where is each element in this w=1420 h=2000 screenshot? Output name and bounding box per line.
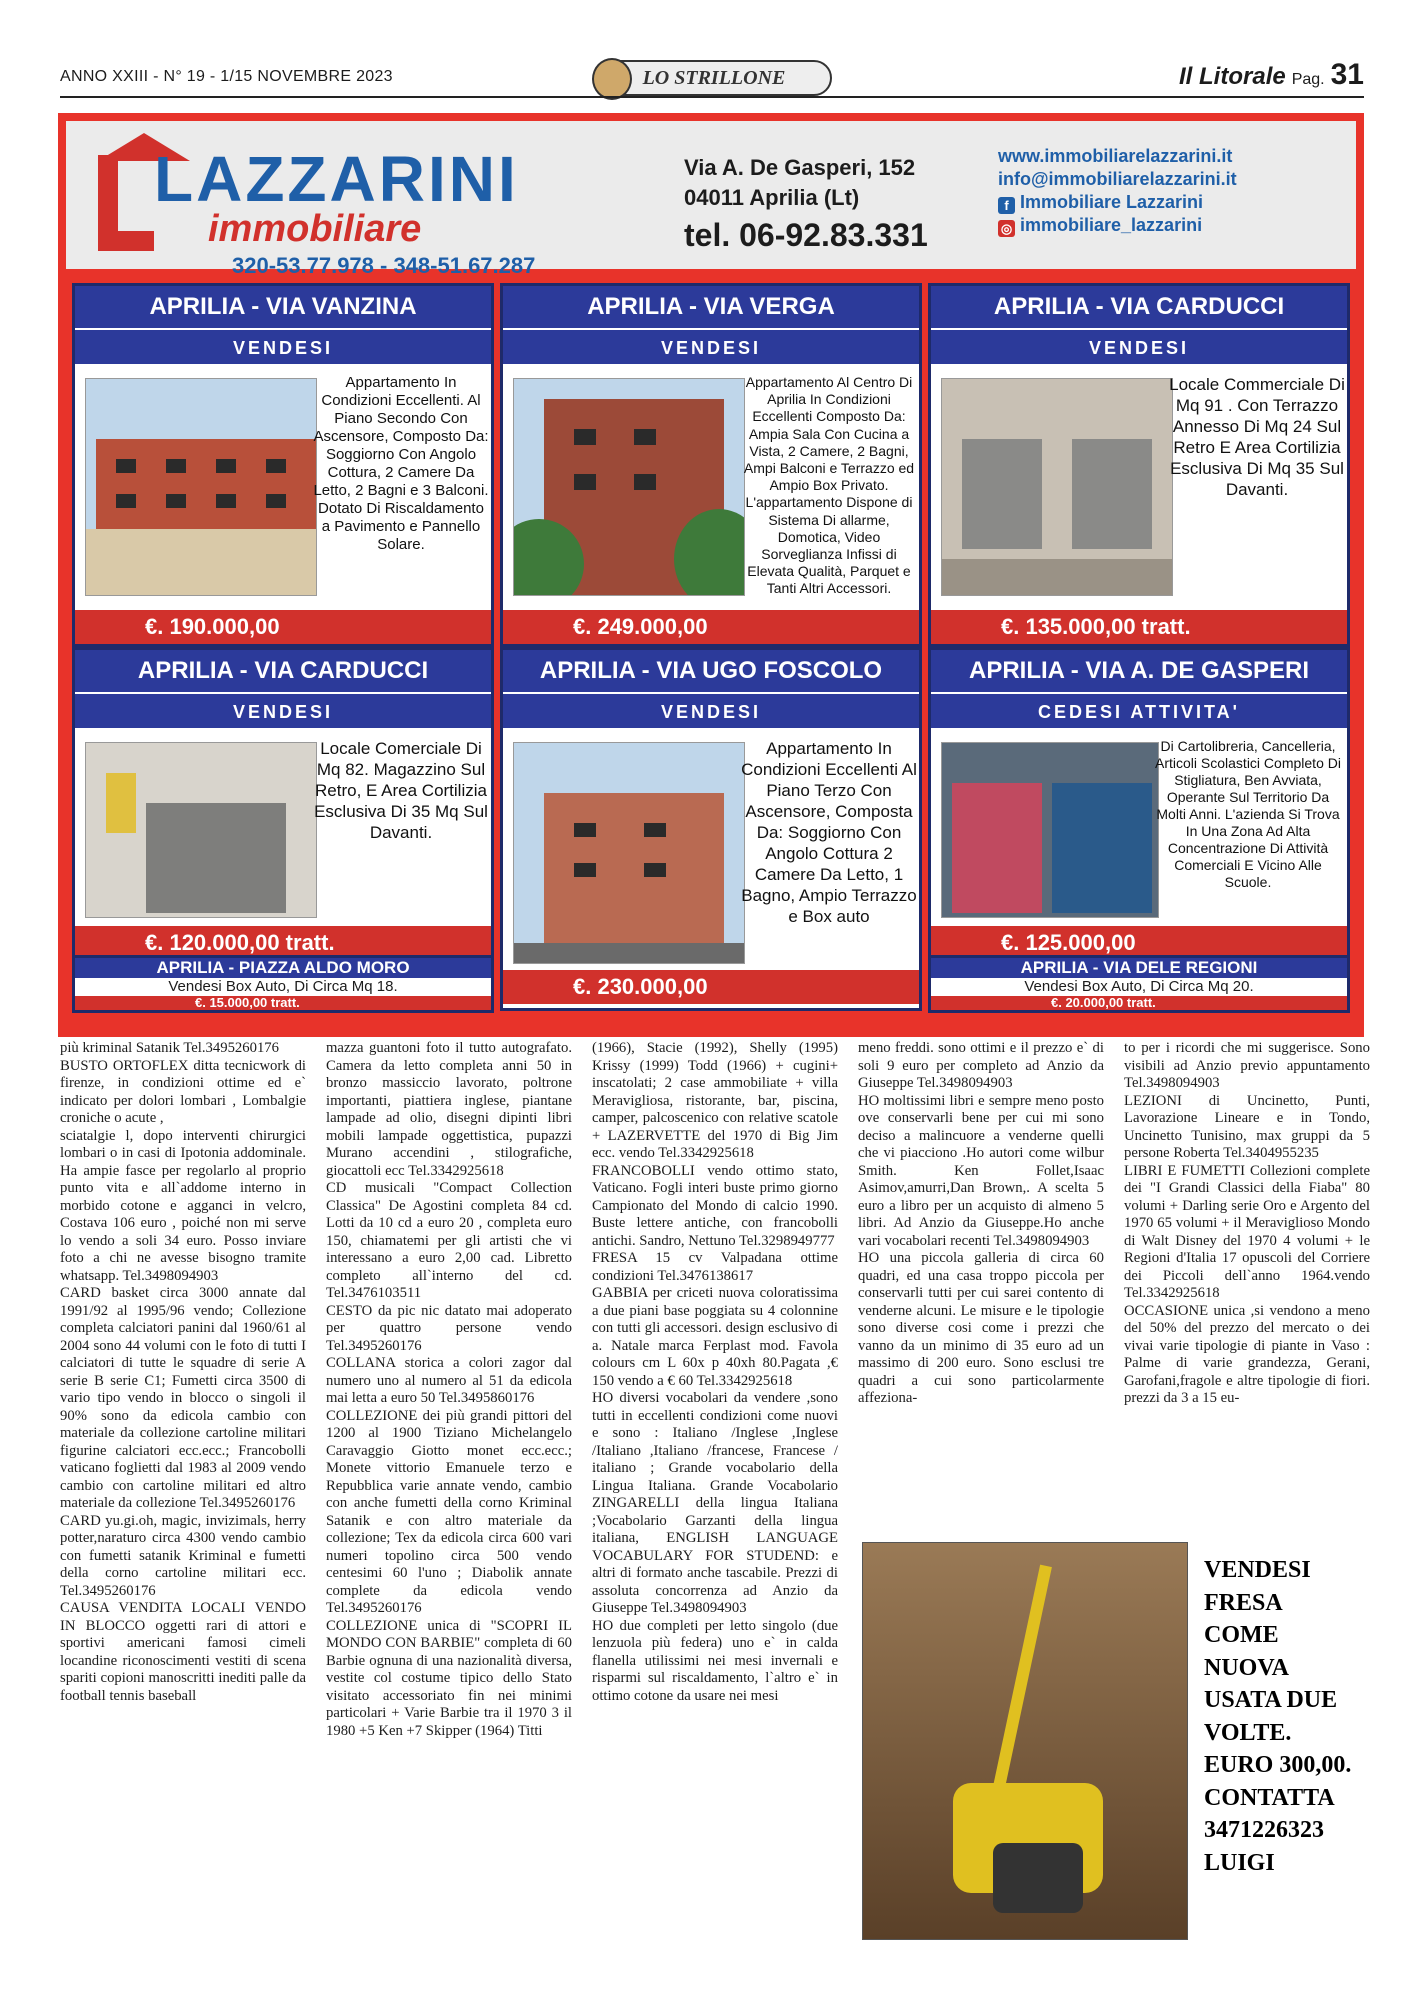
brand-phones: 320-53.77.978 - 348-51.67.287 <box>232 253 536 278</box>
listing-card <box>72 647 494 963</box>
box-ad <box>928 955 1350 1013</box>
classified-item: OCCASIONE unica ,si vendono a meno del 50% del prezzo del mercato o dei vivai varie tipologie di piante in Vaso : Palme di varie grandezza, Gerani, Garofani,fragole e altre tipologie di fiori. prezzi da 3 a 15 eu- <box>1124 1302 1370 1406</box>
listing-type: VENDESI <box>503 328 919 364</box>
listing-price: €. 125.000,00 <box>931 926 1347 960</box>
classified-column <box>858 1040 1104 1408</box>
listing-type: VENDESI <box>931 328 1347 364</box>
classified-item: (1966), Stacie (1992), Shelly (1995) Krissy (1999) Todd (1966) + cugini+ inscatolati; 2 case ammobiliate + villa Meravigliosa, ristorante, bar, piscina, camper, palcoscenico con relative scatole + LAZERVETTE del 1970 di Big Jim ecc. vendo Tel.3342925618 <box>592 1040 838 1161</box>
listing-card <box>72 283 494 647</box>
listing-card <box>500 647 922 1011</box>
classified-column <box>326 1040 572 1740</box>
classified-item: HO due completi per letto singolo (due lenzuola più federa) uno e` in calda flanella utilissimi nei mesi invernali e risparmi sul riscaldamento, l`altro e` in ottimo cotone da usare nei mesi <box>592 1617 838 1704</box>
house-logo-icon <box>98 155 154 251</box>
classified-item: CAUSA VENDITA LOCALI VENDO IN BLOCCO oggetti rari di attori e sportivi americani famosi cimeli locandine riconoscimenti vestiti di scena spariti copioni manoscritti inediti palle da football tennis baseball <box>60 1600 306 1704</box>
listing-title: APRILIA - VIA CARDUCCI <box>75 650 491 692</box>
classified-item: BUSTO ORTOFLEX ditta tecnicwork di firenze, in condizioni ottime ed e` indicato per dolori lombari , Lombalgie croniche o acute , <box>60 1057 306 1126</box>
page-header-right <box>1179 58 1364 92</box>
issue-line: ANNO XXIII - N° 19 - 1/15 NOVEMBRE 2023 <box>60 68 393 85</box>
listing-type: VENDESI <box>75 692 491 728</box>
instagram-link[interactable] <box>998 214 1237 237</box>
listing-card <box>500 283 922 647</box>
box-title: APRILIA - VIA DELE REGIONI <box>931 958 1347 978</box>
listing-photo <box>513 742 745 964</box>
email-link[interactable]: info@immobiliarelazzarini.it <box>998 169 1237 189</box>
listing-price: €. 190.000,00 <box>75 610 491 644</box>
listing-type: VENDESI <box>503 692 919 728</box>
classified-item: FRESA 15 cv Valpadana ottime condizioni Tel.3476138617 <box>592 1250 838 1284</box>
listing-price: €. 135.000,00 tratt. <box>931 610 1347 644</box>
listing-price: €. 249.000,00 <box>503 610 919 644</box>
classified-item: HO moltissimi libri e sempre meno posto ove conservarli bene per cui mi sono deciso a malincuore a venderne quelli che vi piacciono .Ho autori come wilbur Smith. Ken Follet,Isaac Asimov,amurri,Dan Brown,. A scelta 5 euro a libro per un acquisto di almeno 5 libri. Ad Anzio da Giuseppe.Ho anche vari vocabolari recenti Tel.3498094903 <box>858 1092 1104 1249</box>
box-price: €. 20.000,00 tratt. <box>931 996 1347 1010</box>
fresa-ad-text: VENDESI FRESA COME NUOVA USATA DUE VOLTE. EURO 300,00. CONTATTA 3471226323 LUIGI <box>1204 1557 1352 1876</box>
address-line1: Via A. De Gasperi, 152 <box>684 155 916 180</box>
classified-item: GABBIA per criceti nuova coloratissima a due piani base poggiata su 4 colonnine con tutti gli accessori. design esclusivo di a. Natale marca Ferplast mod. Favola colours cm L 60x p 40xh 80.Pagata ,€ 150 vendo a € 60 Tel.3342925618 <box>592 1285 838 1389</box>
newsboy-icon <box>592 58 632 100</box>
listing-description: Locale Comerciale Di Mq 82. Magazzino Sul Retro, E Area Cortilizia Esclusiva Di 35 Mq Sul Davanti. <box>314 739 488 842</box>
listing-title: APRILIA - VIA CARDUCCI <box>931 286 1347 328</box>
classified-item: mazza guantoni foto il tutto autografato. Camera da letto completa anni 50 in bronzo massiccio lavorato, poltrone importanti, piattiera inglese, piantane lampade ad olio, disegni dipinti libri mobili lampade oggettistica, pupazzi Murano accendini , stilografiche, giocattoli ecc Tel.3342925618 <box>326 1040 572 1179</box>
listing-description: Appartamento Al Centro Di Aprilia In Condizioni Eccellenti Composto Da: Ampia Sala Con Cucina a Vista, 2 Camere, 2 Bagni, Ampi Balconi e Terrazzo ed Ampio Box Privato. L'appartamento Dispone di Sistema Di allarme, Domotica, Video Sorveglianza Infissi di Elevata Qualità, Parquet e Tanti Altri Accessori. <box>743 374 915 597</box>
classified-item: CARD basket circa 3000 annate dal 1991/92 al 1995/96 vendo; Collezione completa calciatori panini dal 1960/61 al 2004 sono 44 volumi con le foto di tutti I calciatori di tutte le squadre di serie A serie B serie C1; Fumetti circa 3500 di vario tipo vendo in blocco o singoli il 90% sono da edicola cambio con materiale da collezione cartoline militari figurine calciatori ecc.ecc.; Francobolli vaticano foglietti dal 1983 al 2009 vendo cambio con cartoline militari ed altro materiale da collezione Tel.3495260176 <box>60 1285 306 1511</box>
classified-item: COLLANA storica a colori zagor dal numero uno al numero al 51 da edicola mai letta a euro 50 Tel.3495860176 <box>326 1355 572 1406</box>
listing-card <box>928 647 1350 963</box>
classified-item: LEZIONI di Uncinetto, Punti, Lavorazione Lineare e in Tondo, Uncinetto Tunisino, max gruppi da 5 persone Roberta Tel.3404955235 <box>1124 1092 1370 1161</box>
listing-title: APRILIA - VIA UGO FOSCOLO <box>503 650 919 692</box>
box-title: APRILIA - PIAZZA ALDO MORO <box>75 958 491 978</box>
ad-banner <box>66 121 1356 278</box>
box-price: €. 15.000,00 tratt. <box>75 996 491 1010</box>
listing-photo <box>513 378 745 596</box>
listing-photo <box>85 378 317 596</box>
classified-column <box>1124 1040 1370 1408</box>
classified-item: sciatalgie l, dopo interventi chirurgici lombari o in casi di Ipotonia addominale. Ha ampie fasce per regolarlo al proprio punto vita e all`addome interno in morbido cotone e agganci in velcro, Costava 106 euro , poiché non mi serve lo vendo a soli 34 euro. Posso inviare foto a chi ne avesse bisogno tramite whatsapp. Tel.3498094903 <box>60 1127 306 1284</box>
listing-description: Appartamento In Condizioni Eccellenti Al Piano Terzo Con Ascensore, Composta Da: Soggiorno Con Angolo Cottura 2 Camere Da Letto, 1 Bagno, Ampio Terrazzo e Box auto <box>741 739 917 926</box>
listing-photo <box>941 742 1159 918</box>
lazzarini-ad <box>58 113 1364 1037</box>
brand-sub: immobiliare <box>208 208 422 250</box>
classified-item: to per i ricordi che mi suggerisce. Sono visibili ad Anzio previo appuntamento Tel.3498094903 <box>1124 1040 1370 1091</box>
classified-item: FRANCOBOLLI vendo ottimo stato, Vaticano. Fogli interi buste primo giorno Campionato del Mondo di calcio 1990. Buste lettere antiche, con francobolli antichi. Sandro, Nettuno Tel.3298949777 <box>592 1162 838 1249</box>
listings-grid <box>66 277 1356 1029</box>
listing-photo <box>941 378 1173 596</box>
listing-price: €. 120.000,00 tratt. <box>75 926 491 960</box>
listing-description: Appartamento In Condizioni Eccellenti. Al Piano Secondo Con Ascensore, Composto Da: Soggiorno Con Angolo Cottura, 2 Camere Da Letto, 2 Bagni e 3 Balconi. Dotato Di Riscaldamento a Pavimento e Pannello Solare. <box>313 374 489 553</box>
listing-title: APRILIA - VIA VANZINA <box>75 286 491 328</box>
classified-item: COLLEZIONE unica di "SCOPRI IL MONDO CON BARBIE" completa di 60 Barbie ognuna di una nazionalità diversa, vestite col costume tipico dello Stato visitato accessoriato fin nei minimi particolari + Varie Barbie tra il 1970 3 il 1980 +5 Ken +7 Skipper (1964) Titti <box>326 1617 572 1739</box>
classified-item: COLLEZIONE dei più grandi pittori del 1200 al 1900 Tiziano Michelangelo Caravaggio Giotto monet ecc.ecc.; Monete vittorio Emanuele terzo e Repubblica varie annate vendo, cambio con anche fumetti della corno Kriminal Satanik e con altro materiale da collezione; Tex da edicola circa 600 vari numeri topolino circa 500 vendo centesimi 60 l'uno ; Diabolik annate complete da edicola vendo Tel.3495260176 <box>326 1407 572 1616</box>
classified-item: più kriminal Satanik Tel.3495260176 <box>60 1040 279 1056</box>
classified-column <box>60 1040 306 1705</box>
listing-title: APRILIA - VIA A. DE GASPERI <box>931 650 1347 692</box>
brand-logo <box>98 143 698 278</box>
instagram-label: immobiliare_lazzarini <box>1020 215 1203 235</box>
listing-title: APRILIA - VIA VERGA <box>503 286 919 328</box>
facebook-link[interactable] <box>998 191 1237 214</box>
listing-type: VENDESI <box>75 328 491 364</box>
listing-card <box>928 283 1350 647</box>
box-ad <box>72 955 494 1013</box>
newspaper-name: Il Litorale <box>1179 63 1286 90</box>
classified-item: CARD yu.gi.oh, magic, invizimals, herry potter,naraturo circa 4300 vendo cambio con fumetti satanik Kriminal e fumetti della corno cartoline militari ecc. Tel.3495260176 <box>60 1512 306 1599</box>
agency-tel: tel. 06-92.83.331 <box>684 217 928 253</box>
fresa-photo <box>862 1542 1188 1940</box>
logo-text: LO STRILLONE <box>642 66 786 89</box>
facebook-label: Immobiliare Lazzarini <box>1020 192 1204 212</box>
address-line2: 04011 Aprilia (Lt) <box>684 185 860 210</box>
listing-price: €. 230.000,00 <box>503 970 919 1004</box>
instagram-icon: ◎ <box>998 220 1015 237</box>
classified-item: HO diversi vocabolari da vendere ,sono tutti in eccellenti condizioni come nuovi e sono : Italiano /Inglese ,Inglese /Italiano ,Italiano /francese, Francese / italiano ; Grande vocabolario della Lingua Italiana. Grande Vocabolario ZINGARELLI della lingua Italiana ;Vocabolario Garzanti della lingua italiana, ENGLISH LANGUAGE VOCABULARY FOR STUDEND: e altri di formato anche tascabile. Prezzi di assoluta concorrenza ad Anzio da Giuseppe Tel.3498094903 <box>592 1390 838 1616</box>
classified-column <box>592 1040 838 1705</box>
classified-item: LIBRI E FUMETTI Collezioni complete dei "I Grandi Classici della Fiaba" 80 volumi + Darling serie Oro e Argento del 1970 65 volumi + il Meraviglioso Mondo di Walt Disney del 1970 4 volumi + le Regioni d'Italia 17 opuscoli del Corriere dei Piccoli dell`anno 1964.vendo Tel.3342925618 <box>1124 1162 1370 1301</box>
box-description: Vendesi Box Auto, Di Circa Mq 20. <box>1024 978 1254 995</box>
agency-contacts <box>998 145 1237 237</box>
listing-description: Di Cartolibreria, Cancelleria, Articoli Scolastici Completo Di Stigliatura, Ben Avviata, Operante Sul Territorio Da Molti Anni. L'azienda Si Trova In Una Zona Ad Alta Concentrazione Di Attività Comerciali E Vicino Alle Scuole. <box>1155 738 1341 890</box>
brand-name: LAZZARINI <box>154 143 519 215</box>
website-link[interactable]: www.immobiliarelazzarini.it <box>998 146 1233 166</box>
classified-item: meno freddi. sono ottimi e il prezzo e` di soli 9 euro per completo ad Anzio da Giuseppe Tel.3498094903 <box>858 1040 1104 1091</box>
listing-photo <box>85 742 317 918</box>
listing-description: Locale Commerciale Di Mq 91 . Con Terrazzo Annesso Di Mq 24 Sul Retro E Area Cortilizia Esclusiva Di Mq 35 Sul Davanti. <box>1169 375 1345 499</box>
page-number: 31 <box>1330 58 1364 91</box>
box-description: Vendesi Box Auto, Di Circa Mq 18. <box>168 978 398 995</box>
agency-address <box>684 153 915 213</box>
classified-item: CESTO da pic nic datato mai adoperato per quattro persone vendo Tel.3495260176 <box>326 1302 572 1354</box>
classified-item: CD musicali "Compact Collection Classica" De Agostini completa 84 cd. Lotti da 10 cd a euro 20 , completa euro 150, chiamatemi per gli artisti che vi interessano a euro 2,00 cad. Libretto completo all`interno del cd. Tel.3476103511 <box>326 1180 572 1301</box>
header-rule <box>60 96 1364 98</box>
classified-item: HO una piccola galleria di circa 60 quadri, ed una casa troppo piccola per conservarli tutti per cui sarei contento di venderne alcuni. Le misure e le tipologie sono diverse cosi come i prezzi che vanno da un minimo di 35 euro ad un massimo di 200 euro. Sono esclusi tre quadri a cui sono particolarmente affeziona- <box>858 1250 1104 1406</box>
listing-type: CEDESI ATTIVITA' <box>931 692 1347 728</box>
lo-strillone-logo <box>596 60 832 96</box>
facebook-icon: f <box>998 197 1015 214</box>
page-label: Pag. <box>1291 71 1325 88</box>
